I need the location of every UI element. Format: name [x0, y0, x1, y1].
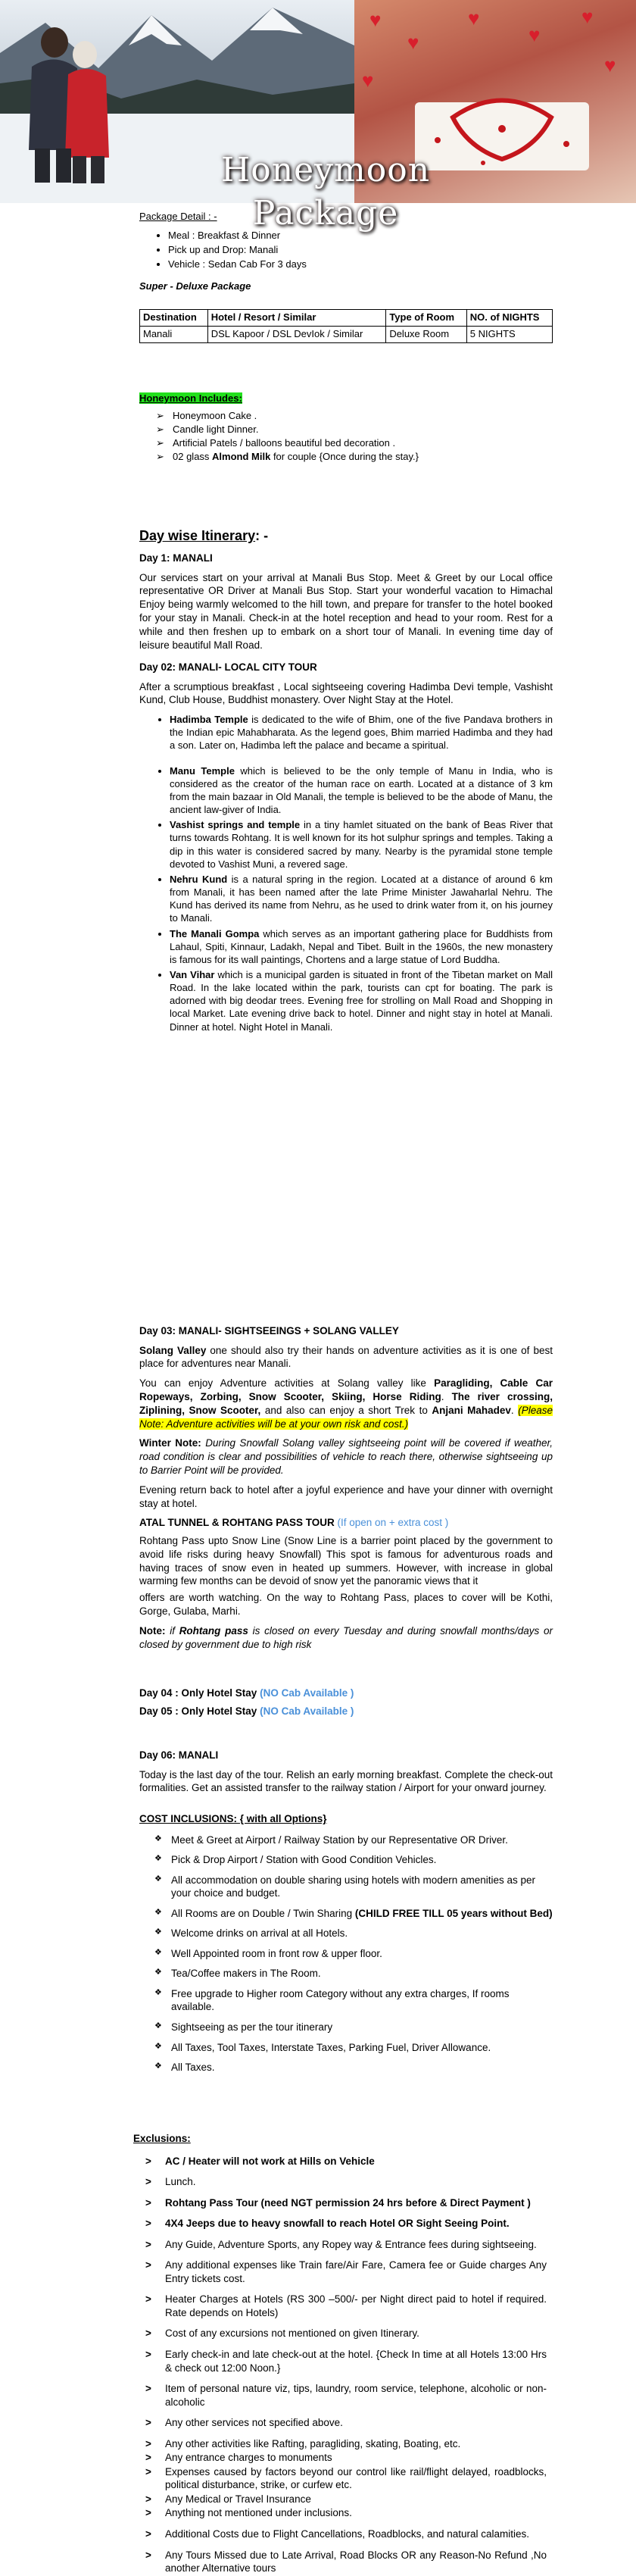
cost-inclusions-section — [139, 1812, 553, 2081]
cost-inclusions-list — [139, 1834, 553, 2074]
heart-balloon-icon: ♥ — [528, 23, 541, 46]
package-detail-section — [139, 211, 553, 292]
list-item: > Early check-in and late check-out at the hotel. {Check In time at all Hotels 13:00 Hrs & check out 12:00 Noon.} — [145, 2349, 547, 2374]
list-item: ❖ Welcome drinks on arrival at all Hotels. — [154, 1927, 348, 1940]
list-item: > Expenses caused by factors beyond our control like rail/flight delayed, roadblocks, political disturbance, strike, or curfew etc. — [145, 2465, 547, 2491]
diamond-bullet-icon: ❖ — [154, 2062, 162, 2071]
chevron-bullet-icon: > — [145, 2383, 151, 2395]
table-header: Destination — [140, 310, 208, 327]
list-item: • Nehru Kund is a natural spring in the region. Located at a distance of around 6 km from Manali, it has been named after the late Prime Minister Jawaharlal Nehru. The Kund has derived its name from Nehru, as he used to drink water from it, on his journey to Manali. — [170, 873, 553, 925]
table-cell: 5 NIGHTS — [466, 326, 552, 342]
arrow-bullet-icon: ➢ — [156, 436, 164, 449]
day2-places-list-more — [139, 764, 553, 1033]
list-item: ❖ Meet & Greet at Airport / Railway Station by our Representative OR Driver. — [154, 1834, 508, 1846]
day2-section — [139, 661, 553, 1036]
day3-title: Day 03: MANALI- SIGHTSEEINGS + SOLANG VALLEY — [139, 1325, 399, 1336]
exclusions-section — [133, 2132, 547, 2576]
chevron-bullet-icon: > — [145, 2259, 151, 2271]
list-item: > Lunch. — [145, 2176, 196, 2188]
chevron-bullet-icon: > — [145, 2293, 151, 2306]
solang-intro: Solang Valley one should also try their hands on adventure activities as it is one of best place for adventures near Manali. — [139, 1344, 553, 1370]
diamond-bullet-icon: ❖ — [154, 1947, 162, 1957]
adventure-text: You can enjoy Adventure activities at Solang valley like Paragliding, Cable Car Ropeways, Zorbing, Snow Scooter, Skiing, Horse Riding. The river crossing, Ziplining, Snow Scooter, and also can enjoy a short Trek to Anjani Mahadev. (Please Note: Adventure activities will be at your own risk and cost.) — [139, 1377, 553, 1430]
list-item: ❖ All Taxes, Tool Taxes, Interstate Taxes, Parking Fuel, Driver Allowance. — [154, 2041, 491, 2053]
table-header: Hotel / Resort / Similar — [207, 310, 386, 327]
chevron-bullet-icon: > — [145, 2528, 151, 2540]
day6-text: Today is the last day of the tour. Relish an early morning breakfast. Complete the check-out formalities. Get an assisted transfer to the railway station / Airport for your onward journey. — [139, 1768, 553, 1794]
heart-balloon-icon: ♥ — [604, 54, 616, 77]
package-detail-list — [139, 230, 553, 271]
chevron-bullet-icon: > — [145, 2218, 151, 2230]
heart-balloon-icon: ♥ — [369, 8, 382, 31]
list-item: > Any additional expenses like Train fare/Air Fare, Camera fee or Guide charges Any Entry tickets cost. — [145, 2259, 547, 2284]
package-detail-heading: Package Detail : - — [139, 211, 217, 222]
list-item: ➢ Candle light Dinner. — [156, 423, 259, 435]
list-item: • The Manali Gompa which serves as an important gathering place for Buddhists from Lahaul, Spiti, Kinnaur, Ladakh, Nepal and Tibet. Built in the 1960s, the new monastery is famous for its wall paintings, Chortens and a large statue of Lord Buddha. — [170, 927, 553, 966]
table-header: Type of Room — [386, 310, 466, 327]
adventure-note: (Please Note: Adventure activities will be at your own risk and cost.) — [139, 1404, 553, 1430]
list-item: ❖ Tea/Coffee makers in The Room. — [154, 1968, 321, 1980]
list-item: > 4X4 Jeeps due to heavy snowfall to reach Hotel OR Sight Seeing Point. — [145, 2218, 510, 2230]
list-item: > Additional Costs due to Flight Cancellations, Roadblocks, and natural calamities. — [145, 2528, 530, 2540]
chevron-bullet-icon: > — [145, 2465, 151, 2478]
chevron-bullet-icon: > — [145, 2238, 151, 2250]
heart-balloon-icon: ♥ — [407, 31, 419, 54]
chevron-bullet-icon: > — [145, 2176, 151, 2188]
chevron-bullet-icon: > — [145, 2417, 151, 2429]
diamond-bullet-icon: ❖ — [154, 1987, 162, 1997]
list-item: • Pick up and Drop: Manali — [168, 244, 553, 257]
diamond-bullet-icon: ❖ — [154, 2041, 162, 2051]
list-item: • Manu Temple which is believed to be the only temple of Manu in India, who is considered as the creator of the human race on earth. Located at a distance of 3 km from the main bazaar in Old Manali, the temple is believed to be the abode of Manu, the ancient law-giver of India. — [170, 764, 553, 817]
chevron-bullet-icon: > — [145, 2452, 151, 2464]
list-item: • Meal : Breakfast & Dinner — [168, 230, 553, 242]
day4-title: Day 04 : Only Hotel Stay (NO Cab Available ) — [139, 1687, 354, 1699]
list-item: ❖ Sightseeing as per the tour itinerary — [154, 2021, 333, 2034]
day6-title: Day 06: MANALI — [139, 1749, 219, 1761]
heart-balloon-icon: ♥ — [362, 69, 374, 92]
rohtang-text-continued: offers are worth watching. On the way to Rohtang Pass, places to cover will be Kothi, Gorge, Gulaba, Marhi. — [139, 1592, 553, 1618]
list-item: > Any other activities like Rafting, paragliding, skating, Boating, etc. — [145, 2437, 461, 2449]
list-item: > Anything not mentioned under inclusions. — [145, 2507, 352, 2519]
list-item: ➢ Honeymoon Cake . — [156, 409, 257, 421]
itinerary-heading: Day wise Itinerary: - — [139, 528, 269, 543]
banner-title: Honeymoon Package — [220, 151, 431, 233]
list-item: ❖ Well Appointed room in front row & upper floor. — [154, 1947, 382, 1959]
day2-title: Day 02: MANALI- LOCAL CITY TOUR — [139, 661, 317, 673]
day1-title: Day 1: MANALI — [139, 552, 213, 564]
diamond-bullet-icon: ❖ — [154, 1874, 162, 1884]
arrow-bullet-icon: ➢ — [156, 423, 164, 435]
list-item: • Van Vihar which is a municipal garden is situated in front of the Tibetan market on Mall Road. In the lake located within the park, tourists can cpt for boating. The park is adorned with big deodar trees. Evening free for strolling on Mall Road and Shopping in local Market. Late evening drive back to hotel. Dinner and night stay in hotel at Manali. Dinner at hotel. Night Hotel in Manali. — [170, 968, 553, 1033]
honeymoon-list — [139, 410, 553, 464]
list-item: > Heater Charges at Hotels (RS 300 –500/- per Night direct paid to hotel if required. Rate depends on Hotels) — [145, 2293, 547, 2318]
rohtang-closure-note: Note: if Rohtang pass is closed on every Tuesday and during snowfall months/days or closed by government due to high risk — [139, 1624, 553, 1650]
winter-note: Winter Note: During Snowfall Solang valley sightseeing point will be covered if weather, road condition is clear and possibilities of vehicle to reach there, otherwise sightseeing up to Barrier Point will be provided. — [139, 1437, 553, 1477]
rohtang-text: Rohtang Pass upto Snow Line (Snow Line is a barrier point placed by the government to avoid life risks during heavy Snowfall) This spot is famous for adventurous roads and having traces of snow even in heated up summers. However, with increase in global warming few months can be devoid of snow yet the panoramic views that it — [139, 1535, 553, 1587]
chevron-bullet-icon: > — [145, 2549, 151, 2561]
package-category: Super - Deluxe Package — [139, 280, 251, 292]
chevron-bullet-icon: > — [145, 2155, 151, 2167]
atal-tunnel-heading: ATAL TUNNEL & ROHTANG PASS TOUR (If open on + extra cost ) — [139, 1517, 449, 1529]
table-header-row — [140, 310, 553, 327]
chevron-bullet-icon: > — [145, 2493, 151, 2505]
list-item: > Cost of any excursions not mentioned on given Itinerary. — [145, 2327, 419, 2340]
honeymoon-heading: Honeymoon Includes: — [139, 392, 242, 404]
heart-balloon-icon: ♥ — [581, 5, 594, 28]
list-item: > Any entrance charges to monuments — [145, 2452, 332, 2464]
list-item: ❖ Pick & Drop Airport / Station with Good Condition Vehicles. — [154, 1854, 437, 1866]
cost-inclusions-heading: COST INCLUSIONS: { with all Options} — [139, 1813, 327, 1824]
couple-figure — [15, 21, 117, 184]
table-cell: Deluxe Room — [386, 326, 466, 342]
list-item: > Item of personal nature viz, tips, laundry, room service, telephone, alcoholic or non-alcoholic — [145, 2383, 547, 2408]
chevron-bullet-icon: > — [145, 2349, 151, 2361]
list-item: • Hadimba Temple is dedicated to the wife of Bhim, one of the five Pandava brothers in the Indian epic Mahabharata. As the legend goes, Bhim married Hadimba and they had a son. Later on, Hadimba left the palace and became a spiritual. — [170, 713, 553, 752]
table-row — [140, 326, 553, 342]
diamond-bullet-icon: ❖ — [154, 2021, 162, 2031]
day5-title: Day 05 : Only Hotel Stay (NO Cab Available ) — [139, 1705, 354, 1717]
list-item: > AC / Heater will not work at Hills on Vehicle — [145, 2155, 375, 2167]
day1-text: Our services start on your arrival at Manali Bus Stop. Meet & Greet by our Local office representative OR Driver at Manali Bus Stop. Start your wonderful vacation to Himachal Enjoy being warmly welcomed to the hill town, and prepare for transfer to the hotel booked for your stay in Manali. Check-in at the hotel reception and head to your room. Rest for a while and then freshen up to embark on a short tour of Manali. In evening time day of leisure beautiful Mall Road. — [139, 571, 553, 651]
exclusions-heading: Exclusions: — [133, 2133, 191, 2144]
day2-places-list — [139, 713, 553, 752]
arrow-bullet-icon: ➢ — [156, 409, 164, 421]
list-item: > Any Tours Missed due to Late Arrival, Road Blocks OR any Reason-No Refund ,No another Alternative tours — [145, 2549, 547, 2574]
day1-section — [139, 552, 553, 652]
list-item: > Any other services not specified above. — [145, 2417, 343, 2429]
hotel-table — [139, 309, 553, 343]
list-item: ➢ 02 glass Almond Milk for couple {Once during the stay.} — [156, 450, 419, 462]
list-item: > Any Guide, Adventure Sports, any Ropey way & Entrance fees during sightseeing. — [145, 2238, 537, 2250]
chevron-bullet-icon: > — [145, 2437, 151, 2449]
honeymoon-section — [139, 392, 553, 464]
diamond-bullet-icon: ❖ — [154, 1968, 162, 1977]
exclusions-list — [133, 2155, 547, 2575]
list-item: ❖ All accommodation on double sharing using hotels with modern amenities as per your choice and budget. — [154, 1874, 536, 1899]
chevron-bullet-icon: > — [145, 2196, 151, 2209]
diamond-bullet-icon: ❖ — [154, 1854, 162, 1864]
diamond-bullet-icon: ❖ — [154, 1907, 162, 1917]
evening-text: Evening return back to hotel after a joyful experience and have your dinner with overnight stay at hotel. — [139, 1483, 553, 1509]
list-item: • Vashist springs and temple in a tiny hamlet situated on the bank of Beas River that turns towards Rohtang. It is well known for its hot sulphur springs and temples. Taking a dip in this water is considered sacred by many. Nearby is the pyramidal stone temple devoted to Vashist Muni, a revered sage. — [170, 818, 553, 871]
list-item: ❖ Free upgrade to Higher room Category without any extra charges, If rooms available. — [154, 1987, 510, 2013]
chevron-bullet-icon: > — [145, 2507, 151, 2519]
table-cell: DSL Kapoor / DSL DevIok / Similar — [207, 326, 386, 342]
diamond-bullet-icon: ❖ — [154, 1927, 162, 1937]
day6-section — [139, 1749, 553, 1795]
list-item: > Rohtang Pass Tour (need NGT permission 24 hrs before & Direct Payment ) — [145, 2196, 531, 2209]
list-item: > Any Medical or Travel Insurance — [145, 2493, 311, 2505]
day2-text: After a scrumptious breakfast , Local sightseeing covering Hadimba Devi temple, Vashisht Kund, Club House, Buddhist monastery. Over Night Stay at the Hotel. — [139, 680, 553, 706]
list-item: ❖ All Taxes. — [154, 2062, 215, 2074]
list-item: • Vehicle : Sedan Cab For 3 days — [168, 258, 553, 271]
day3-section — [139, 1324, 553, 1652]
diamond-bullet-icon: ❖ — [154, 1834, 162, 1843]
list-item: ➢ Artificial Patels / balloons beautiful bed decoration . — [156, 436, 396, 449]
chevron-bullet-icon: > — [145, 2327, 151, 2340]
arrow-bullet-icon: ➢ — [156, 450, 164, 462]
heart-balloon-icon: ♥ — [468, 7, 480, 30]
table-cell: Manali — [140, 326, 208, 342]
list-item: ❖ All Rooms are on Double / Twin Sharing (CHILD FREE TILL 05 years without Bed) — [154, 1907, 553, 1919]
table-header: NO. of NIGHTS — [466, 310, 552, 327]
